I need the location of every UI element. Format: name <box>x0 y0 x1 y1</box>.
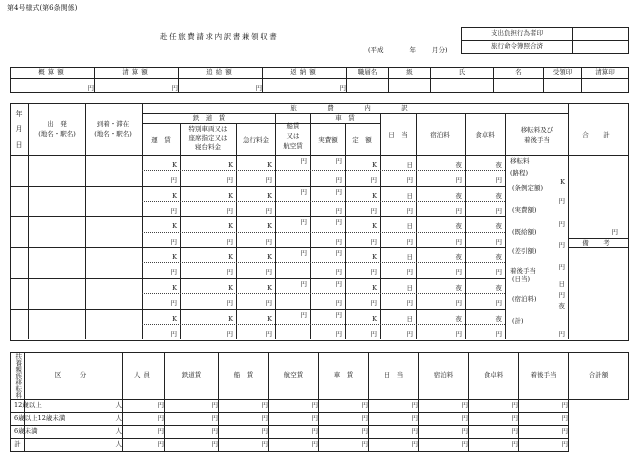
col-arrival: 到着・滞在 <box>96 120 130 128</box>
ship-air-header-2: 又は <box>286 132 300 140</box>
detail-unit: 円 <box>300 218 307 227</box>
detail-unit: K <box>372 253 377 262</box>
moving-note: (計) <box>512 317 524 325</box>
detail-unit: 円 <box>335 218 342 227</box>
daily-header: 日 当 <box>388 131 408 139</box>
detail-unit: 円 <box>265 237 272 246</box>
detail-unit: 夜 <box>455 161 462 169</box>
detail-unit: 円 <box>335 237 342 246</box>
detail-unit: 円 <box>370 207 377 216</box>
family-amount-field[interactable]: 円 <box>419 438 469 451</box>
detail-unit: K <box>228 161 233 169</box>
special-car-header-2: 座席指定又は <box>188 134 228 142</box>
family-row-label: 6歳未満 <box>11 425 25 438</box>
family-amount-field[interactable]: 円 <box>469 425 519 438</box>
detail-unit: 円 <box>335 329 342 338</box>
detail-unit: 日 <box>406 314 413 323</box>
detail-unit: 円 <box>455 207 462 216</box>
col-month: 月 <box>15 125 23 133</box>
fare-header: 運 賃 <box>151 136 171 144</box>
family-amount-field[interactable]: 円 <box>165 412 219 425</box>
approval-1: 支出負担行為者印 <box>462 28 573 41</box>
detail-unit: K <box>372 161 377 169</box>
family-amount-field[interactable]: 円 <box>369 425 419 438</box>
header-seisanin: 清算印 <box>582 68 629 79</box>
detail-unit: K <box>372 191 377 200</box>
family-amount-field[interactable]: 円 <box>219 438 269 451</box>
detail-unit: 円 <box>300 187 307 196</box>
field-gaisan[interactable]: 円 <box>11 79 95 93</box>
moving-note: (宿泊料) <box>512 295 537 303</box>
family-h-lodging: 宿泊料 <box>419 353 469 400</box>
detail-unit: 円 <box>335 207 342 216</box>
approval-2-seal[interactable] <box>573 41 629 54</box>
detail-unit: 日 <box>406 253 413 262</box>
detail-unit: 日 <box>406 161 413 169</box>
detail-unit: 夜 <box>495 191 502 200</box>
ship-air-header-3: 航空賃 <box>283 142 303 150</box>
detail-unit: 円 <box>226 299 233 308</box>
moving-unit: 円 <box>558 220 565 228</box>
moving-note: (日当) <box>512 275 531 283</box>
field-seisan[interactable]: 円 <box>95 79 179 93</box>
detail-unit: 日 <box>406 191 413 200</box>
family-h-car: 車 賃 <box>319 353 369 400</box>
field-kyu[interactable] <box>389 79 431 93</box>
moving-note: (路程) <box>510 169 529 177</box>
detail-unit: 円 <box>265 329 272 338</box>
detail-unit: 円 <box>455 176 462 185</box>
detail-unit: 円 <box>406 268 413 277</box>
travel-breakdown-header: 旅 費 内 訳 <box>290 104 420 112</box>
family-amount-field[interactable]: 円 <box>319 412 369 425</box>
detail-unit: 円 <box>495 207 502 216</box>
detail-unit: K <box>172 191 177 200</box>
meal-header: 食卓料 <box>475 131 495 139</box>
moving-unit: 円 <box>558 330 565 338</box>
family-h-kubun: 区 分 <box>25 353 123 400</box>
detail-unit: 円 <box>455 299 462 308</box>
detail-unit: K <box>372 283 377 292</box>
detail-unit: K <box>372 314 377 323</box>
header-mei: 名 <box>494 68 544 79</box>
detail-unit: K <box>267 222 272 231</box>
col-departure-sub: (地名・駅名) <box>38 130 76 138</box>
family-amount-field[interactable]: 円 <box>219 425 269 438</box>
family-h-daily: 日 当 <box>369 353 419 400</box>
family-row-label: 6歳以上12歳未満 <box>11 412 25 425</box>
family-amount-field[interactable]: 円 <box>123 412 165 425</box>
detail-unit: 円 <box>370 268 377 277</box>
family-amount-field[interactable]: 円 <box>319 425 369 438</box>
detail-unit: 円 <box>335 249 342 258</box>
detail-unit: 円 <box>455 329 462 338</box>
moving-note: (差引額) <box>512 247 537 255</box>
family-amount-field[interactable]: 円 <box>165 399 219 412</box>
car-header: 車 賃 <box>335 114 355 122</box>
detail-unit: K <box>228 222 233 231</box>
moving-unit: 円 <box>558 197 565 205</box>
detail-unit: K <box>267 191 272 200</box>
family-amount-field[interactable]: 円 <box>319 438 369 451</box>
family-amount-field[interactable]: 円 <box>123 399 165 412</box>
detail-unit: 夜 <box>455 191 462 200</box>
col-arrival-sub: (地名・駅名) <box>94 130 132 138</box>
family-amount-field[interactable]: 円 <box>519 438 569 451</box>
detail-unit: 円 <box>265 176 272 185</box>
total-header: 合 計 <box>582 131 614 139</box>
detail-unit: 夜 <box>495 253 502 262</box>
moving-unit: 円 <box>558 263 565 271</box>
summary-table <box>10 67 629 93</box>
family-amount-field[interactable]: 円 <box>369 438 419 451</box>
detail-unit: 円 <box>226 207 233 216</box>
moving-unit: 円 <box>558 291 565 299</box>
detail-unit: 円 <box>495 237 502 246</box>
family-h-rail: 鉄道賃 <box>165 353 219 400</box>
family-amount-field[interactable]: 円 <box>319 399 369 412</box>
field-mei[interactable] <box>494 79 544 93</box>
family-row-label: 12歳以上 <box>11 399 25 412</box>
field-shi[interactable] <box>431 79 494 93</box>
family-amount-field[interactable]: 円 <box>469 438 519 451</box>
header-shokuso: 職層名 <box>347 68 389 79</box>
detail-unit: K <box>172 161 177 169</box>
lodging-header: 宿泊料 <box>430 131 450 139</box>
detail-unit: 夜 <box>455 283 462 292</box>
detail-unit: 円 <box>335 176 342 185</box>
family-table <box>10 352 629 452</box>
railway-header: 鉄 道 賃 <box>192 114 226 122</box>
detail-unit: 円 <box>495 329 502 338</box>
approval-1-seal[interactable] <box>573 28 629 41</box>
family-h-arrival: 着後手当 <box>519 353 569 400</box>
detail-unit: 円 <box>406 299 413 308</box>
detail-unit: 夜 <box>495 161 502 169</box>
family-amount-field[interactable]: 円 <box>419 399 469 412</box>
detail-unit: 円 <box>370 329 377 338</box>
car-actual-header: 実費額 <box>318 136 338 144</box>
header-gaisan: 概算額 <box>11 68 95 79</box>
detail-unit: 円 <box>370 176 377 185</box>
detail-unit: 夜 <box>455 253 462 262</box>
detail-unit: 夜 <box>455 222 462 231</box>
family-amount-field[interactable]: 円 <box>519 412 569 425</box>
detail-unit: 夜 <box>495 222 502 231</box>
col-departure: 出 発 <box>47 120 67 128</box>
special-car-header-1: 特別車両又は <box>188 125 228 133</box>
header-juryoin: 受領印 <box>544 68 582 79</box>
detail-unit: 円 <box>455 237 462 246</box>
family-amount-field[interactable]: 円 <box>219 399 269 412</box>
moving-note: 着後手当 <box>510 267 536 275</box>
family-h-ship: 船 賃 <box>219 353 269 400</box>
detail-unit: K <box>267 283 272 292</box>
family-amount-field[interactable]: 円 <box>369 399 419 412</box>
detail-unit: 円 <box>335 279 342 288</box>
ship-air-header-1: 船賃 <box>286 122 300 130</box>
header-henno: 返納額 <box>263 68 347 79</box>
family-amount-field[interactable]: 円 <box>469 412 519 425</box>
detail-unit: 円 <box>170 268 177 277</box>
total-field[interactable] <box>569 156 627 238</box>
family-persons-field[interactable]: 人 <box>25 412 123 425</box>
family-h-air: 航空賃 <box>269 353 319 400</box>
col-year: 年 <box>15 110 23 118</box>
detail-unit: K <box>228 191 233 200</box>
family-row-label: 計 <box>11 438 25 451</box>
car-fixed-header: 定 額 <box>352 136 372 144</box>
detail-unit: 円 <box>170 329 177 338</box>
detail-unit: K <box>267 314 272 323</box>
header-seisan: 清算額 <box>95 68 179 79</box>
field-juryoin[interactable] <box>544 79 582 93</box>
detail-unit: 円 <box>495 268 502 277</box>
family-amount-field[interactable]: 円 <box>219 412 269 425</box>
detail-unit: 円 <box>226 176 233 185</box>
detail-unit: 円 <box>335 299 342 308</box>
moving-header-1: 移転料及び <box>520 126 554 134</box>
detail-unit: K <box>267 253 272 262</box>
detail-unit: 夜 <box>455 314 462 323</box>
family-amount-field[interactable]: 円 <box>269 425 319 438</box>
detail-unit: 円 <box>265 268 272 277</box>
detail-unit: 円 <box>265 299 272 308</box>
detail-unit: 円 <box>300 249 307 258</box>
moving-note: 移転料 <box>510 157 530 165</box>
family-amount-field[interactable]: 円 <box>519 399 569 412</box>
detail-unit: 円 <box>406 207 413 216</box>
detail-unit: 円 <box>226 329 233 338</box>
detail-unit: K <box>228 314 233 323</box>
header-tsuikyu: 追給額 <box>179 68 263 79</box>
detail-unit: K <box>372 222 377 231</box>
detail-unit: 円 <box>335 268 342 277</box>
detail-unit: K <box>228 253 233 262</box>
detail-unit: K <box>172 283 177 292</box>
family-h-jinin: 人員 <box>123 353 165 400</box>
detail-unit: 円 <box>335 187 342 196</box>
field-tsuikyu[interactable]: 円 <box>179 79 263 93</box>
header-kyu: 級 <box>389 68 431 79</box>
family-amount-field[interactable]: 円 <box>269 438 319 451</box>
detail-unit: 円 <box>495 299 502 308</box>
detail-unit: K <box>172 253 177 262</box>
header-shi: 氏 <box>431 68 494 79</box>
detail-unit: K <box>267 161 272 169</box>
detail-unit: 円 <box>300 279 307 288</box>
moving-unit: 日 <box>558 280 565 288</box>
family-side-label: 扶養親族移転料 <box>11 353 25 400</box>
special-car-header-3: 寝台料金 <box>195 143 221 151</box>
col-day: 日 <box>15 141 23 149</box>
form-label: 第4号様式(第6条関係) <box>7 4 78 12</box>
detail-unit: K <box>172 314 177 323</box>
approval-box <box>461 27 629 54</box>
detail-unit: 円 <box>170 207 177 216</box>
field-seisanin[interactable] <box>582 79 629 93</box>
family-amount-field[interactable]: 円 <box>419 425 469 438</box>
detail-unit: 円 <box>170 176 177 185</box>
family-amount-field[interactable]: 円 <box>369 412 419 425</box>
detail-unit: 円 <box>170 299 177 308</box>
moving-unit: K <box>560 178 565 186</box>
remarks-field[interactable] <box>569 248 627 338</box>
detail-unit: 円 <box>226 268 233 277</box>
family-amount-field[interactable]: 円 <box>419 412 469 425</box>
detail-unit: 夜 <box>495 283 502 292</box>
detail-unit: 円 <box>495 176 502 185</box>
detail-unit: 円 <box>455 268 462 277</box>
family-amount-field[interactable]: 円 <box>123 438 165 451</box>
field-henno[interactable]: 円 <box>263 79 347 93</box>
family-amount-field[interactable]: 円 <box>269 399 319 412</box>
moving-unit: 夜 <box>558 302 565 310</box>
detail-unit: K <box>172 222 177 231</box>
detail-unit: 円 <box>226 237 233 246</box>
detail-unit: 円 <box>370 299 377 308</box>
detail-unit: 円 <box>300 310 307 319</box>
family-persons-field[interactable]: 人 <box>25 425 123 438</box>
family-amount-field[interactable]: 円 <box>269 412 319 425</box>
moving-note: (実費額) <box>512 206 537 214</box>
detail-unit: 円 <box>265 207 272 216</box>
moving-note: (既給額) <box>512 228 537 236</box>
detail-unit: 日 <box>406 283 413 292</box>
family-amount-field[interactable]: 円 <box>519 425 569 438</box>
family-amount-field[interactable]: 円 <box>165 438 219 451</box>
family-persons-field[interactable]: 人 <box>25 399 123 412</box>
moving-unit: 円 <box>558 241 565 249</box>
detail-unit: 円 <box>406 176 413 185</box>
total-unit: 円 <box>611 228 618 236</box>
detail-unit: 円 <box>335 310 342 319</box>
detail-unit: 円 <box>406 237 413 246</box>
family-amount-field[interactable]: 円 <box>123 425 165 438</box>
detail-unit: K <box>228 283 233 292</box>
express-header: 急行料金 <box>243 136 269 144</box>
detail-unit: 円 <box>300 157 307 165</box>
family-amount-field[interactable]: 円 <box>469 399 519 412</box>
detail-unit: 円 <box>170 237 177 246</box>
field-shokuso[interactable] <box>347 79 389 93</box>
approval-2: 旅行命令簿照合済 <box>462 41 573 54</box>
detail-unit: 円 <box>335 157 342 165</box>
detail-unit: 夜 <box>495 314 502 323</box>
detail-unit: 日 <box>406 222 413 231</box>
moving-header-2: 着後手当 <box>524 136 550 144</box>
remarks-label: 備 考 <box>582 239 614 247</box>
form-title: 赴任旅費請求内訳書兼領収書 <box>160 32 279 41</box>
moving-note: (条例定額) <box>512 184 544 192</box>
detail-unit: 円 <box>370 237 377 246</box>
family-persons-field[interactable]: 人 <box>25 438 123 451</box>
detail-unit: 円 <box>406 329 413 338</box>
family-amount-field[interactable]: 円 <box>165 425 219 438</box>
family-h-total: 合計額 <box>569 353 629 400</box>
family-h-meal: 食卓料 <box>469 353 519 400</box>
period: (平成 年 月分) <box>368 46 448 54</box>
